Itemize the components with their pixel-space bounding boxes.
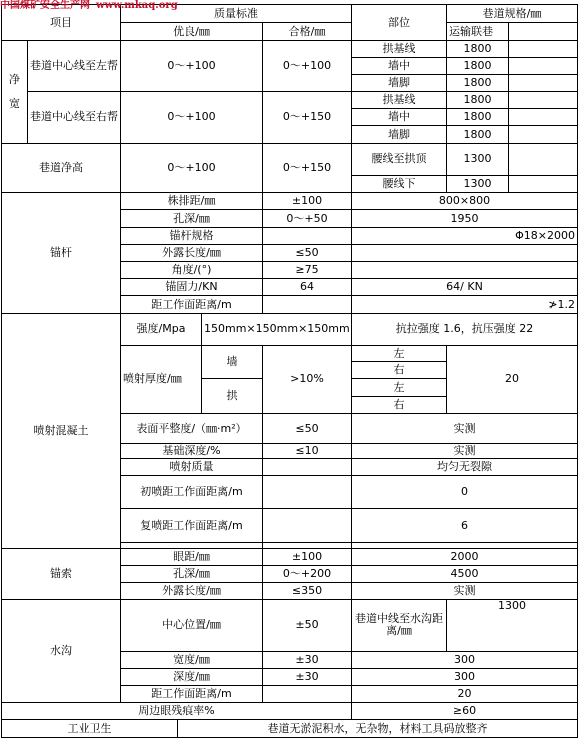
spec-value: 1300: [447, 176, 509, 193]
blank-cell: [509, 74, 578, 91]
shotcrete-strength-value: 抗拉强度 1.6，抗压强度 22: [352, 313, 578, 345]
quality-item: 喷射质量: [121, 459, 263, 475]
header-transport: 运输联巷: [447, 23, 509, 41]
anchor-std: 0～+50: [263, 210, 352, 227]
watermark: [0, 0, 178, 12]
anchor-value: [352, 262, 578, 279]
net-height-excellent: 0～+100: [121, 143, 263, 193]
blank-cell: [263, 459, 352, 475]
spec-value: 1800: [447, 92, 509, 109]
foundation-value: 实测: [352, 444, 578, 459]
anchor-std: ±100: [263, 193, 352, 210]
location-cell: 拱基线: [352, 41, 447, 57]
ditch-value: 300: [352, 668, 578, 685]
location-cell: 拱基线: [352, 92, 447, 109]
ditch-std: ±30: [263, 651, 352, 668]
header-location: 部位: [352, 5, 447, 41]
spec-value: 1800: [447, 126, 509, 143]
thickness-value: 20: [447, 346, 578, 414]
cable-item: 眼距/㎜: [121, 549, 263, 565]
location-cell: 墙脚: [352, 74, 447, 91]
anchor-item: 角度/(°): [121, 262, 263, 279]
initial-value: 0: [352, 475, 578, 508]
spec-value: 1800: [447, 74, 509, 91]
initial-item: 初喷距工作面距离/m: [121, 475, 263, 508]
flatness-std: ≤50: [263, 413, 352, 443]
cable-std: ≤350: [263, 582, 352, 599]
side-cell: 右: [352, 362, 447, 379]
thickness-wall: 墙: [202, 346, 263, 379]
anchor-std: [263, 296, 352, 313]
cable-std: 0～+200: [263, 565, 352, 582]
shotcrete-strength-item: 强度/Mpa: [121, 313, 202, 345]
location-cell: 墙中: [352, 57, 447, 74]
net-width-left-excellent: 0～+100: [121, 41, 263, 92]
anchor-item: 锚杆规格: [121, 227, 263, 244]
header-item: 项目: [2, 5, 121, 41]
spec-value: 1800: [447, 109, 509, 126]
ditch-item: 宽度/㎜: [121, 651, 263, 668]
cable-label: 锚索: [2, 549, 121, 600]
flatness-item: 表面平整度/（㎜·m²）: [121, 413, 263, 443]
ditch-label: 水沟: [2, 600, 121, 703]
quality-standard-table: [1, 4, 578, 738]
perimeter-value: ≥60: [352, 703, 578, 720]
net-height-label: 巷道净高: [2, 143, 121, 193]
location-cell: 墙脚: [352, 126, 447, 143]
ditch-std: ±30: [263, 668, 352, 685]
spec-value: 1300: [447, 143, 509, 175]
watermark-url: www.mkaq.org: [96, 0, 178, 11]
anchor-item: 外露长度/㎜: [121, 244, 263, 261]
ditch-value: 300: [352, 651, 578, 668]
cable-value: 4500: [352, 565, 578, 582]
blank-cell: [263, 508, 352, 542]
perimeter-item: 周边眼残痕率%: [2, 703, 352, 720]
ditch-center-value: 1300: [447, 600, 578, 652]
anchor-std: ≤50: [263, 244, 352, 261]
header-blank: [509, 23, 578, 41]
anchor-item: 孔深/㎜: [121, 210, 263, 227]
watermark-site: 中国煤矿安全生产网: [0, 0, 90, 11]
anchor-std: ≥75: [263, 262, 352, 279]
net-width-label: 净 宽: [2, 41, 28, 143]
blank-cell: [509, 41, 578, 57]
cable-item: 外露长度/㎜: [121, 582, 263, 599]
quality-value: 均匀无裂隙: [352, 459, 578, 475]
header-excellent: 优良/㎜: [121, 23, 263, 41]
location-cell: 腰线至拱顶: [352, 143, 447, 175]
cable-std: ±100: [263, 549, 352, 565]
anchor-value: Φ18×2000: [352, 227, 578, 244]
thickness-item: 喷射厚度/㎜: [121, 346, 202, 414]
ditch-item: 距工作面距离/m: [121, 686, 263, 703]
anchor-item: 锚固力/KN: [121, 279, 263, 296]
side-cell: 左: [352, 346, 447, 362]
thickness-std: >10%: [263, 346, 352, 414]
location-cell: 腰线下: [352, 176, 447, 193]
anchor-label: 锚杆: [2, 193, 121, 313]
net-width-left-qualified: 0～+100: [263, 41, 352, 92]
anchor-std: [263, 227, 352, 244]
cable-value: 实测: [352, 582, 578, 599]
thickness-arch: 拱: [202, 379, 263, 413]
foundation-item: 基础深度/%: [121, 444, 263, 459]
hygiene-value: 巷道无淤泥积水，无杂物，材料工具码放整齐: [178, 720, 578, 738]
side-cell: 左: [352, 379, 447, 396]
cable-value: 2000: [352, 549, 578, 565]
ditch-item: 深度/㎜: [121, 668, 263, 685]
ditch-value: 20: [352, 686, 578, 703]
blank-cell: [509, 109, 578, 126]
anchor-value: 64/ KN: [352, 279, 578, 296]
spec-value: 1800: [447, 41, 509, 57]
header-spec: 巷道规格/㎜: [447, 5, 578, 23]
blank-cell: [509, 57, 578, 74]
shotcrete-label: 喷射混凝土: [2, 313, 121, 549]
location-cell: 墙中: [352, 109, 447, 126]
net-width-right-qualified: 0～+150: [263, 92, 352, 144]
flatness-value: 实测: [352, 413, 578, 443]
anchor-value: ≯1.2: [352, 296, 578, 313]
header-qualified: 合格/㎜: [263, 23, 352, 41]
anchor-item: 株排距/㎜: [121, 193, 263, 210]
anchor-value: 1950: [352, 210, 578, 227]
foundation-std: ≤10: [263, 444, 352, 459]
blank-cell: [263, 475, 352, 508]
spec-value: 1800: [447, 57, 509, 74]
repeat-value: 6: [352, 508, 578, 542]
net-width-right-excellent: 0～+100: [121, 92, 263, 144]
repeat-item: 复喷距工作面距离/m: [121, 508, 263, 542]
anchor-item: 距工作面距离/m: [121, 296, 263, 313]
hygiene-item: 工业卫生: [2, 720, 178, 738]
net-width-left-label: 巷道中心线至左帮: [28, 41, 121, 92]
side-cell: 右: [352, 396, 447, 413]
cable-item: 孔深/㎜: [121, 565, 263, 582]
ditch-center-item: 中心位置/㎜: [121, 600, 263, 652]
shotcrete-strength-std: 150mm×150mm×150mm: [202, 313, 352, 345]
anchor-std: 64: [263, 279, 352, 296]
anchor-value: 800×800: [352, 193, 578, 210]
blank-cell: [509, 143, 578, 175]
anchor-value: [352, 244, 578, 261]
ditch-center-std: ±50: [263, 600, 352, 652]
ditch-std: [263, 686, 352, 703]
header-quality-standard: 质量标准: [121, 5, 352, 23]
blank-cell: [509, 126, 578, 143]
blank-cell: [509, 176, 578, 193]
net-width-right-label: 巷道中心线至右帮: [28, 92, 121, 144]
net-height-qualified: 0～+150: [263, 143, 352, 193]
blank-cell: [509, 92, 578, 109]
ditch-center-location: 巷道中线至水沟距离/㎜: [352, 600, 447, 652]
